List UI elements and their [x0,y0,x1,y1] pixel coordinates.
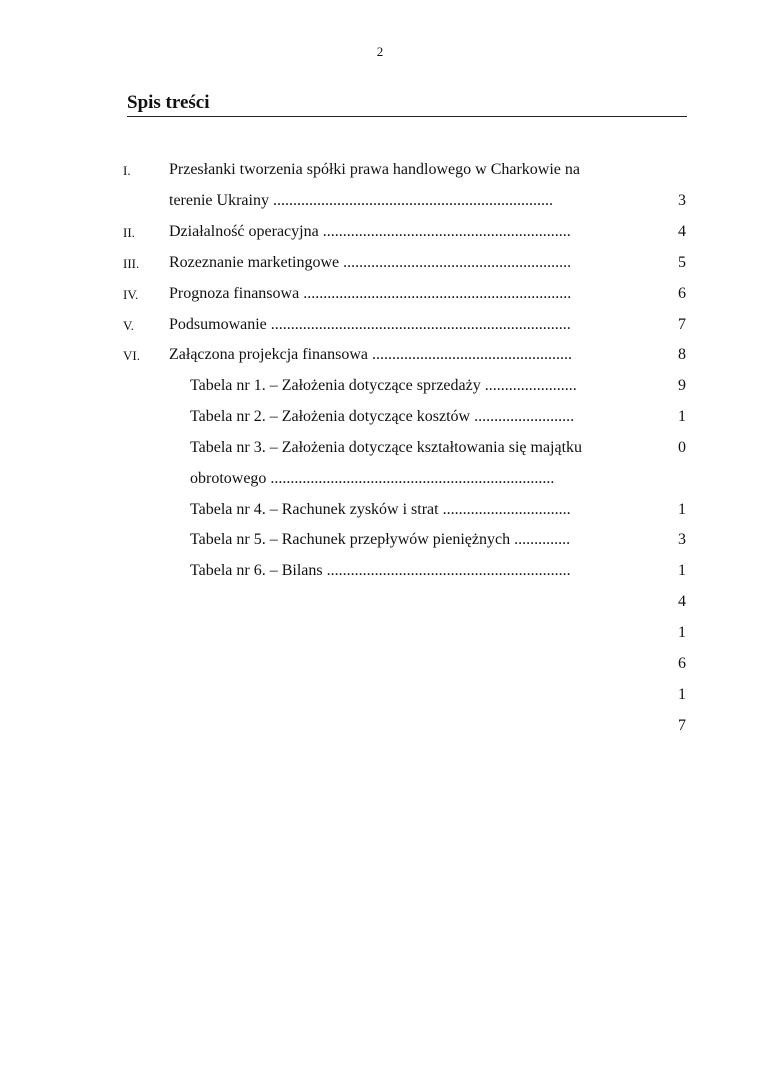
toc-numeral: I. [123,163,131,178]
tab-marker-icon [656,285,666,299]
tab-marker-icon [661,748,671,762]
bullet-icon [167,377,177,391]
tab-marker-icon [656,254,666,268]
tab-marker-icon [656,316,666,330]
bullet-icon [167,562,177,576]
toc-entry[interactable]: Działalność operacyjna .............................................................. [169,223,571,240]
page-number: 2 [376,44,384,59]
tab-marker-icon [656,192,666,206]
toc-entry[interactable]: Rozeznanie marketingowe ......................................................... [169,254,572,271]
page-ref: 6 [678,655,686,672]
toc-subentry[interactable]: Tabela nr 5. – Rachunek przepływów pieniężnych .............. [190,531,571,548]
toc-subentry[interactable]: Tabela nr 1. – Założenia dotyczące sprzedaży ....................... [190,377,577,394]
bullet-icon [167,531,177,545]
tab-marker-icon [656,223,666,237]
toc-numeral: II. [123,225,135,240]
page-ref: 9 [678,377,686,394]
bullet-icon [167,501,177,515]
page-ref: 1 [678,686,686,703]
page-ref: 1 [678,501,686,518]
page-ref: 7 [678,316,686,333]
toc-entry[interactable]: Przesłanki tworzenia spółki prawa handlowego w Charkowie na [169,161,580,178]
tab-marker-icon [656,408,666,422]
toc-entry[interactable]: Podsumowanie ........................................................................... [169,316,571,333]
tab-marker-icon [656,501,666,515]
page-ref: 8 [678,346,686,363]
toc-numeral: V. [123,318,134,333]
toc-subentry[interactable]: Tabela nr 6. – Bilans ............................................................. [190,562,571,579]
tab-marker-icon [656,377,666,391]
toc-subentry[interactable]: Tabela nr 3. – Założenia dotyczące kształtowania się majątku [190,439,583,456]
bullet-icon [167,439,177,453]
bullet-icon [167,408,177,422]
page-ref: 3 [678,192,686,209]
page-ref: 7 [678,717,686,734]
toc-numeral: III. [123,256,140,271]
toc-numeral: VI. [123,348,140,363]
tab-marker-icon [656,686,666,700]
page-title: Spis treści [127,92,687,117]
toc-subentry[interactable]: Tabela nr 2. – Założenia dotyczące kosztów ......................... [190,408,575,425]
page-ref: 0 [678,439,686,456]
page-ref: 1 [678,562,686,579]
page-ref: 5 [678,254,686,271]
toc-subentry[interactable]: obrotowego ....................................................................... [190,470,555,487]
tab-marker-icon [661,470,671,484]
tab-marker-icon [661,161,671,175]
page-ref: 6 [678,285,686,302]
page-ref: 3 [678,531,686,548]
toc-entry[interactable]: Prognoza finansowa ................................................................... [169,285,572,302]
page-ref: 4 [678,223,686,240]
tab-marker-icon [656,346,666,360]
page-ref: 1 [678,408,686,425]
page-ref: 4 [678,593,686,610]
toc-numeral: IV. [123,287,139,302]
tab-marker-icon [656,624,666,638]
toc-entry[interactable]: terenie Ukrainy ...................................................................... [169,192,553,209]
toc-subentry[interactable]: Tabela nr 4. – Rachunek zysków i strat ................................ [190,501,571,518]
tab-marker-icon [656,562,666,576]
toc-entry[interactable]: Załączona projekcja finansowa .................................................. [169,346,573,363]
page-ref: 1 [678,624,686,641]
